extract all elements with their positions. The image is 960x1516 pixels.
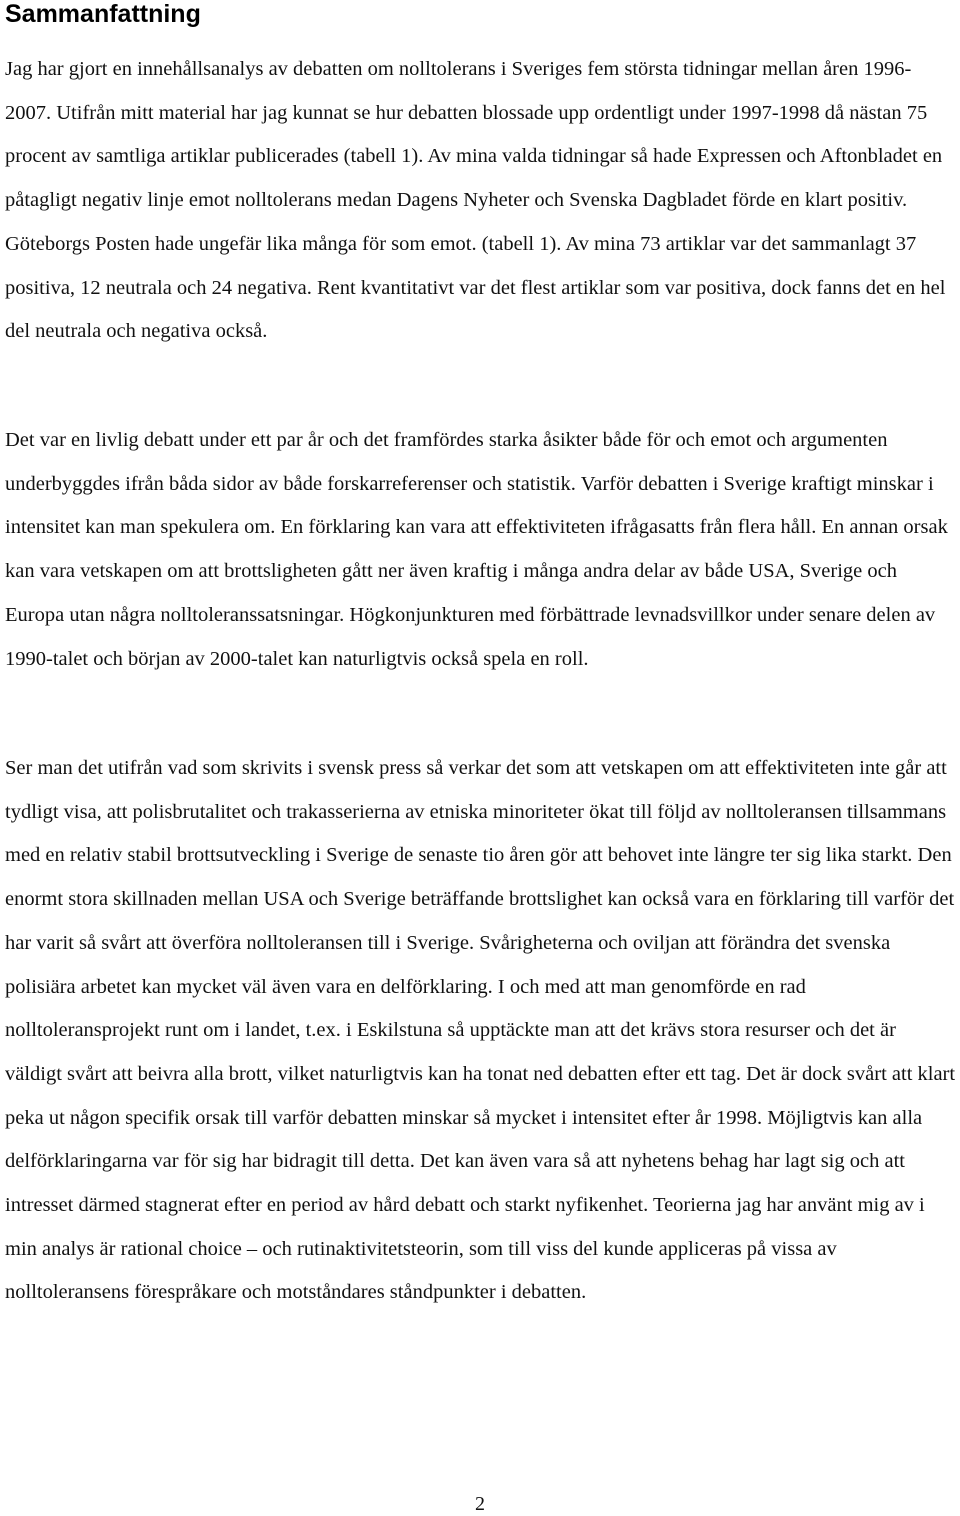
section-heading: Sammanfattning [5,0,201,28]
paragraph-debate-decline: Det var en livlig debatt under ett par år och det framfördes starka åsikter både för och emot och argumenten underbyggdes ifrån båda sidor av både forskarreferenser och statistik. Varför debatten i Sverige kraftigt minskar i intensitet kan man spekulera om. En förklaring kan vara att effektiviteten ifrågasatts från flera håll. En annan orsak kan vara vetskapen om att brottsligheten gått ner även kraftig i många andra delar av både USA, Sverige och Europa utan några nolltoleranssatsningar. Högkonjunkturen med förbättrade levnadsvillkor under senare delen av 1990-talet och början av 2000-talet kan naturligtvis också spela en roll. [5,429,948,670]
paragraph-summary-results: Jag har gjort en innehållsanalys av debatten om nolltolerans i Sveriges fem största tidningar mellan åren 1996-2007. Utifrån mitt material har jag kunnat se hur debatten blossade upp ordentligt under 1997-1998 då nästan 75 procent av samtliga artiklar publicerades (tabell 1). Av mina valda tidningar så hade Expressen och Aftonbladet en påtagligt negativ linje emot nolltolerans medan Dagens Nyheter och Svenska Dagbladet förde en klart positiv. Göteborgs Posten hade ungefär lika många för som emot. (tabell 1). Av mina 73 artiklar var det sammanlagt 37 positiva, 12 neutrala och 24 negativa. Rent kvantitativt var det flest artiklar som var positiva, dock fanns det en hel del neutrala och negativa också. [5,58,946,343]
page-number: 2 [475,1493,485,1515]
paragraph-conclusion: Ser man det utifrån vad som skrivits i svensk press så verkar det som att vetskapen om att effektiviteten inte går att tydligt visa, att polisbrutalitet och trakasserierna av etniska minoriteter ökat till följd av nolltoleransen tillsammans med en relativ stabil brottsutveckling i Sverige de senaste tio åren gör att behovet inte längre ter sig lika starkt. Den enormt stora skillnaden mellan USA och Sverige beträffande brottslighet kan också vara en förklaring till varför det har varit så svårt att överföra nolltoleransen till i Sverige. Svårigheterna och oviljan att förändra det svenska polisiära arbetet kan mycket väl även vara en delförklaring. I och med att man genomförde en rad nolltoleransprojekt runt om i landet, t.ex. i Eskilstuna så upptäckte man att det krävs stora resurser och det är väldigt svårt att beivra alla brott, vilket naturligtvis kan ha tonat ned debatten efter ett tag. Det är dock svårt att klart peka ut någon specifik orsak till varför debatten minskar så mycket i intensitet efter år 1998. Möjligtvis kan alla delförklaringarna var för sig har bidragit till detta. Det kan även vara så att nyhetens behag har lagt sig och att intresset därmed stagnerat efter en period av hård debatt och starkt nyfikenhet. Teorierna jag har använt mig av i min analys är rational choice – och rutinaktivitetsteorin, som till viss del kunde appliceras på vissa av nolltoleransens förespråkare och motståndares ståndpunkter i debatten. [5,757,956,1304]
